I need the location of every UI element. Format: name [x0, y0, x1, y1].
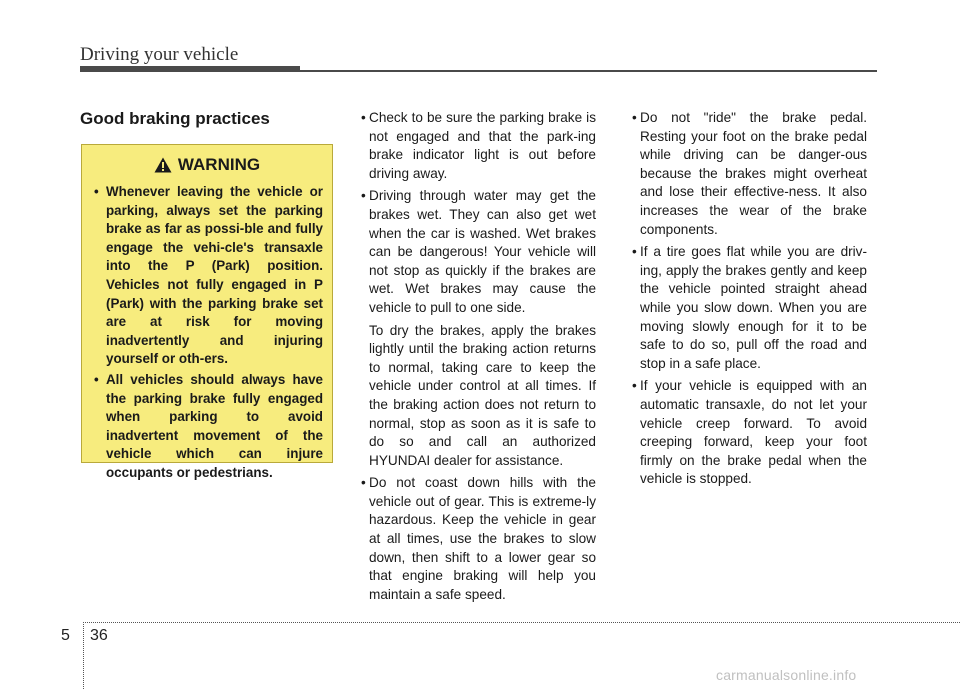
- list-item-text: • If a tire goes flat while you are driv-ing, apply the brakes gently and keep the vehicle pointed straight ahead while you slow down. When you are moving slowly enough for it to be safe to do so, pull off the road and stop in a safe place.: [640, 244, 867, 371]
- list-item: [358, 109, 596, 183]
- column-middle: [358, 109, 596, 608]
- list-item-text: • Check to be sure the parking brake is not engaged and that the park-ing brake indicator light is out before driving away.: [369, 110, 596, 181]
- list-item: [358, 187, 596, 470]
- header-bar: [80, 66, 300, 72]
- list-item: [358, 474, 596, 604]
- footer-rule-vertical: [83, 622, 84, 689]
- list-item-text: • Do not coast down hills with the vehicle out of gear. This is extreme-ly hazardous. Keep the vehicle in gear at all times, use the brakes to slow down, then shift to a lower gear so that engine braking will help you maintain a safe speed.: [369, 475, 596, 602]
- warning-box: [81, 144, 333, 480]
- list-item-text: • Do not "ride" the brake pedal. Resting your foot on the brake pedal while driving can be danger-ous because the brakes might overheat and lose their effective-ness. It also increases the wear of the brake components.: [640, 110, 867, 237]
- list-item-text: • If your vehicle is equipped with an automatic transaxle, do not let your vehicle creep forward. To avoid creeping forward, keep your foot firmly on the brake pedal when the vehicle is stopped.: [640, 378, 867, 487]
- column-right: [629, 109, 867, 493]
- page-section-number: 5: [61, 627, 70, 644]
- warning-list: [91, 183, 323, 483]
- warning-item: • Whenever leaving the vehicle or parking, always set the parking brake as far as possi-ble and fully engage the vehi-cle's transaxle into the P (Park) position. Vehicles not fully engaged in P (Park) with the parking brake set are at risk for moving inadvertently and injuring yourself or oth-ers.: [91, 183, 323, 369]
- warning-header: [91, 155, 323, 175]
- footer-rule-horizontal: [83, 622, 960, 623]
- list-item-continuation: To dry the brakes, apply the brakes lightly until the braking action returns to normal, taking care to keep the vehicle under control at all times. If the braking action does not return to normal, stop as soon as it is safe to do so and call an authorized HYUNDAI dealer for assistance.: [369, 322, 596, 468]
- list-item-text: • Driving through water may get the brakes wet. They can also get wet when the car is washed. Wet brakes can be dangerous! Your vehicle will not stop as quickly if the brakes are wet. Wet brakes may cause the vehicle to pull to one side.: [369, 188, 596, 315]
- header-rule: [300, 70, 877, 72]
- list-item: [629, 377, 867, 489]
- warning-item: • All vehicles should always have the parking brake fully engaged when parking to avoid inadvertent movement of the vehicle which can injure occupants or pedestrians.: [91, 371, 323, 483]
- list-item: [629, 109, 867, 239]
- page-header-title: Driving your vehicle: [80, 44, 239, 65]
- page-number: 36: [90, 627, 108, 644]
- warning-title: WARNING: [177, 155, 261, 174]
- braking-tips-list: [358, 109, 596, 604]
- list-item: [629, 243, 867, 373]
- section-heading: Good braking practices: [80, 109, 270, 128]
- warning-triangle-icon: [154, 157, 172, 173]
- braking-tips-list: [629, 109, 867, 489]
- watermark: carmanualsonline.info: [716, 667, 857, 683]
